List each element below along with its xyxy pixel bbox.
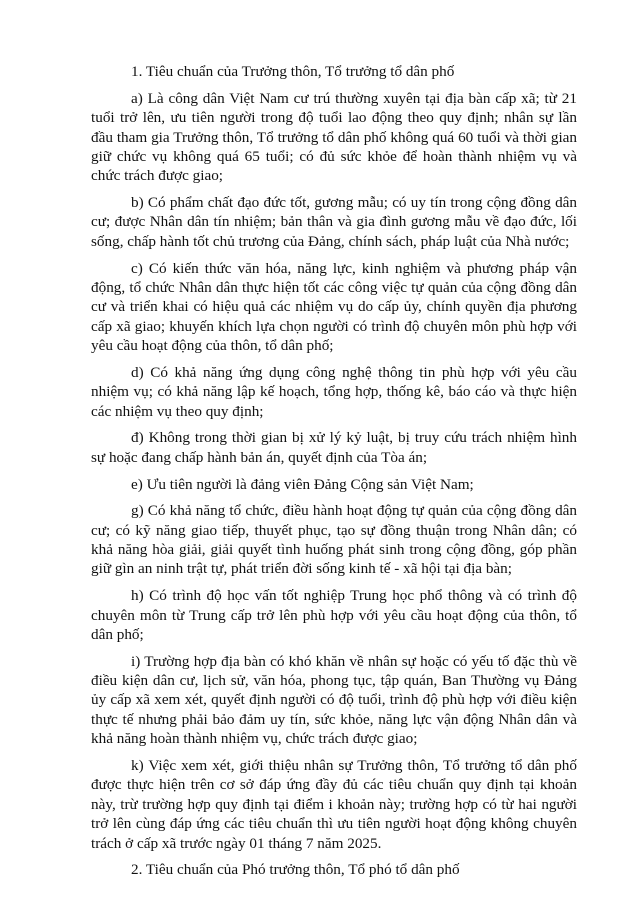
- paragraph-k: k) Việc xem xét, giới thiệu nhân sự Trưởng thôn, Tổ trưởng tổ dân phố được thực hiện trên cơ sở đáp ứng đầy đủ các tiêu chuẩn quy định tại khoản này, trừ trường hợp quy định tại điểm i khoản này; trường hợp có từ hai người trở lên cùng đáp ứng các tiêu chuẩn thì ưu tiên người hoạt động không chuyên trách ở cấp xã trước ngày 01 tháng 7 năm 2025.: [91, 756, 577, 852]
- document-page: [91, 62, 577, 887]
- section-1-heading: 1. Tiêu chuẩn của Trưởng thôn, Tổ trưởng tổ dân phố: [131, 63, 455, 80]
- paragraph-i: i) Trường hợp địa bàn có khó khăn về nhân sự hoặc có yếu tố đặc thù về điều kiện dân cư, lịch sử, văn hóa, phong tục, tập quán, Ban Thường vụ Đảng ủy cấp xã xem xét, quyết định người có độ tuổi, trình độ phù hợp với điều kiện thực tế nhưng phải bảo đảm uy tín, sức khỏe, năng lực vận động Nhân dân và khả năng hoàn thành nhiệm vụ, chức trách được giao;: [91, 652, 577, 748]
- paragraph-h: h) Có trình độ học vấn tốt nghiệp Trung học phổ thông và có trình độ chuyên môn từ Trung cấp trở lên phù hợp với yêu cầu hoạt động của thôn, tổ dân phố;: [91, 587, 577, 643]
- section-2-heading: 2. Tiêu chuẩn của Phó trưởng thôn, Tổ phó tổ dân phố: [131, 861, 460, 879]
- paragraph-c: c) Có kiến thức văn hóa, năng lực, kinh nghiệm và phương pháp vận động, tổ chức Nhân dân thực hiện tốt các công việc tự quản của cộng đồng dân cư và triển khai có hiệu quả các nhiệm vụ do cấp ủy, chính quyền địa phương cấp xã giao; khuyến khích lựa chọn người có trình độ chuyên môn phù hợp với yêu cầu hoạt động của thôn, tổ dân phố;: [91, 259, 577, 355]
- paragraph-e: e) Ưu tiên người là đảng viên Đảng Cộng sản Việt Nam;: [131, 475, 474, 493]
- paragraph-g: g) Có khả năng tổ chức, điều hành hoạt động tự quản của cộng đồng dân cư; có kỹ năng giao tiếp, thuyết phục, tạo sự đồng thuận trong Nhân dân; có khả năng hòa giải, giải quyết tình huống phát sinh trong cộng đồng, góp phần giữ gìn an ninh trật tự, phát triển đời sống kinh tế - xã hội tại địa bàn;: [91, 502, 577, 578]
- paragraph-b: b) Có phẩm chất đạo đức tốt, gương mẫu; có uy tín trong cộng đồng dân cư; được Nhân dân tín nhiệm; bản thân và gia đình gương mẫu về đạo đức, lối sống, chấp hành tốt chủ trương của Đảng, chính sách, pháp luật của Nhà nước;: [91, 194, 577, 250]
- paragraph-a: a) Là công dân Việt Nam cư trú thường xuyên tại địa bàn cấp xã; từ 21 tuổi trở lên, ưu tiên người trong độ tuổi lao động theo quy định; nhân sự lần đầu tham gia Trưởng thôn, Tổ trưởng tổ dân phố không quá 60 tuổi và thời gian giữ chức vụ không quá 65 tuổi; có đủ sức khỏe để hoàn thành nhiệm vụ và chức trách được giao;: [91, 89, 577, 185]
- paragraph-dd: đ) Không trong thời gian bị xử lý kỷ luật, bị truy cứu trách nhiệm hình sự hoặc đang chấp hành bản án, quyết định của Tòa án;: [91, 429, 577, 466]
- paragraph-d: d) Có khả năng ứng dụng công nghệ thông tin phù hợp với yêu cầu nhiệm vụ; có khả năng lập kế hoạch, tổng hợp, thống kê, báo cáo và thực hiện các nhiệm vụ theo quy định;: [91, 363, 577, 420]
